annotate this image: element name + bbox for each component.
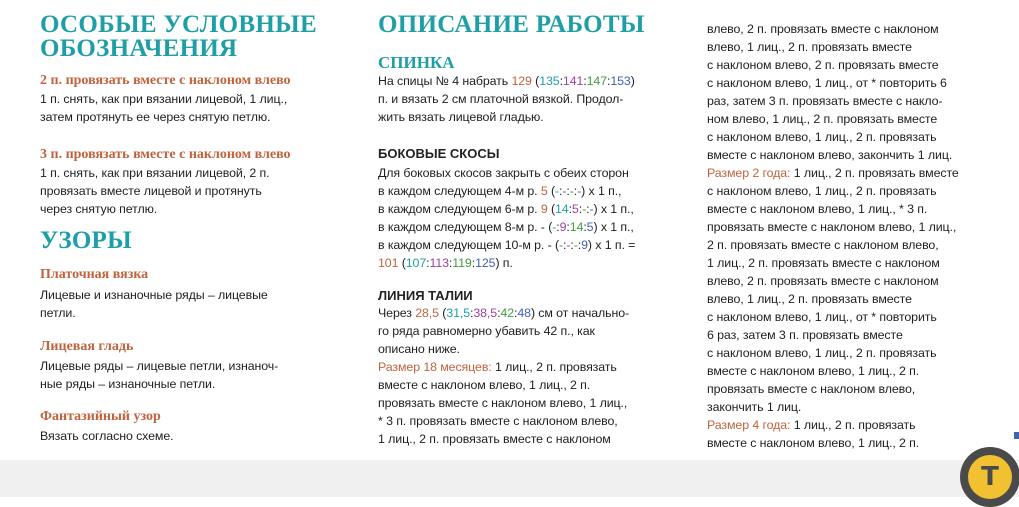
waist-line-7: * 3 п. провязать вместе с наклоном влево,	[378, 414, 618, 428]
cont-line-11: провязать вместе с наклоном влево, 1 лиц.,	[707, 220, 957, 234]
cont-line-16: с наклоном влево, 1 лиц., от * повторить	[707, 310, 937, 324]
cont-line-17: 6 раз, затем 3 п. провязать вместе	[707, 328, 903, 342]
pattern3-line-1: Вязать согласно схеме.	[40, 429, 174, 443]
waist-line-3: описано ниже.	[378, 342, 460, 356]
pattern2-title: Лицевая гладь	[40, 339, 134, 354]
column-continuation	[707, 0, 1019, 460]
translate-t-icon: T	[968, 455, 1012, 499]
cont-line-1: влево, 2 п. провязать вместе с наклоном	[707, 22, 939, 36]
def2-title: 3 п. провязать вместе с наклоном влево	[40, 147, 291, 162]
waist-line-5: вместе с наклоном влево, 1 лиц., 2 п.	[378, 378, 591, 392]
def1-line-2: затем протянуть ее через снятую петлю.	[40, 110, 271, 124]
bevels-line-2: в каждом следующем 4-м р. 5 (-:-:-:-) х 1 п.,	[378, 184, 622, 198]
pattern2-line-1: Лицевые ряды – лицевые петли, изнаноч-	[40, 359, 279, 373]
cont-line-9: с наклоном влево, 1 лиц., 2 п. провязать	[707, 184, 937, 198]
cont-line-8: вместе с наклоном влево, закончить 1 лиц.	[707, 148, 953, 162]
back-line-2: п. и вязать 2 см платочной вязкой. Продол-	[378, 92, 624, 106]
pattern1-title: Платочная вязка	[40, 267, 149, 282]
cont-line-20: провязать вместе с наклоном влево,	[707, 382, 916, 396]
section-title-description: ОПИСАНИЕ РАБОТЫ	[378, 11, 645, 38]
cont-line-19: вместе с наклоном влево, 1 лиц., 2 п.	[707, 364, 920, 378]
cont-line-6: ном влево, 1 лиц., 2 п. провязать вместе	[707, 112, 938, 126]
waist-line-8: 1 лиц., 2 п. провязать вместе с наклоном	[378, 432, 611, 446]
blue-edge-mark	[1014, 432, 1019, 439]
cont-line-10: вместе с наклоном влево, 1 лиц., * 3 п.	[707, 202, 928, 216]
cont-line-size2: Размер 2 года: 1 лиц., 2 п. провязать вместе	[707, 166, 959, 180]
pattern1-line-1: Лицевые и изнаночные ряды – лицевые	[40, 288, 268, 302]
def2-line-2: провязать вместе лицевой и протянуть	[40, 184, 262, 198]
cont-line-18: с наклоном влево, 1 лиц., 2 п. провязать	[707, 346, 937, 360]
waist-line-4: Размер 18 месяцев: 1 лиц., 2 п. провязать	[378, 360, 617, 374]
cont-line-15: влево, 1 лиц., 2 п. провязать вместе	[707, 292, 912, 306]
size-label-2y: Размер 2 года:	[707, 166, 791, 180]
back-line-3: жить вязать лицевой гладью.	[378, 110, 544, 124]
def1-line-1: 1 п. снять, как при вязании лицевой, 1 лиц.,	[40, 92, 288, 106]
bevels-title: БОКОВЫЕ СКОСЫ	[378, 146, 500, 161]
cont-line-2: влево, 1 лиц., 2 п. провязать вместе	[707, 40, 912, 54]
cont-line-4: с наклоном влево, 1 лиц., от * повторить 6	[707, 76, 947, 90]
bevels-line-3: в каждом следующем 6-м р. 9 (14:5:-:-) х 1 п.,	[378, 202, 634, 216]
section-title-legend: ОСОБЫЕ УСЛОВНЫЕ	[40, 11, 317, 38]
waist-line-1: Через 28,5 (31,5:38,5:42:48) см от начально-	[378, 306, 630, 320]
cont-line-7: с наклоном влево, 1 лиц., 2 п. провязать	[707, 130, 937, 144]
cont-line-12: 2 п. провязать вместе с наклоном влево,	[707, 238, 939, 252]
cont-line-5: раз, затем 3 п. провязать вместе с накло-	[707, 94, 943, 108]
back-title: СПИНКА	[378, 53, 455, 72]
cont-line-size4: Размер 4 года: 1 лиц., 2 п. провязать	[707, 418, 916, 432]
pattern3-title: Фантазийный узор	[40, 409, 161, 424]
pattern1-line-2: петли.	[40, 306, 76, 320]
bevels-line-4: в каждом следующем 8-м р. - (-:9:14:5) х 1 п.,	[378, 220, 634, 234]
bevels-line-1: Для боковых скосов закрыть с обеих сторон	[378, 166, 629, 180]
bevels-line-6: 101 (107:113:119:125) п.	[378, 256, 513, 270]
def2-line-1: 1 п. снять, как при вязании лицевой, 2 п.	[40, 166, 270, 180]
size-label-4y: Размер 4 года:	[707, 418, 791, 432]
pattern2-line-2: ные ряды – изнаночные петли.	[40, 377, 216, 391]
section-title-patterns: УЗОРЫ	[40, 227, 132, 254]
def2-line-3: через снятую петлю.	[40, 202, 158, 216]
cont-line-21: закончить 1 лиц.	[707, 400, 802, 414]
translate-button[interactable]	[960, 447, 1019, 507]
waist-line-2: го ряда равномерно убавить 42 п., как	[378, 324, 595, 338]
cont-line-3: с наклоном влево, 2 п. провязать вместе	[707, 58, 939, 72]
bevels-line-5: в каждом следующем 10-м р. - (-:-:-:9) х 1 п. =	[378, 238, 636, 252]
cont-line-14: влево, 2 п. провязать вместе с наклоном	[707, 274, 939, 288]
cont-line-13: 1 лиц., 2 п. провязать вместе с наклоном	[707, 256, 940, 270]
size-label-18m: Размер 18 месяцев:	[378, 360, 492, 374]
cont-line-last: вместе с наклоном влево, 1 лиц., 2 п.	[707, 436, 920, 450]
section-title-legend-2: ОБОЗНАЧЕНИЯ	[40, 35, 238, 62]
bottom-bar	[0, 460, 1019, 497]
def1-title: 2 п. провязать вместе с наклоном влево	[40, 73, 291, 88]
waist-title: ЛИНИЯ ТАЛИИ	[378, 288, 473, 303]
waist-line-6: провязать вместе с наклоном влево, 1 лиц.,	[378, 396, 628, 410]
back-line-1: На спицы № 4 набрать 129 (135:141:147:153)	[378, 74, 635, 88]
